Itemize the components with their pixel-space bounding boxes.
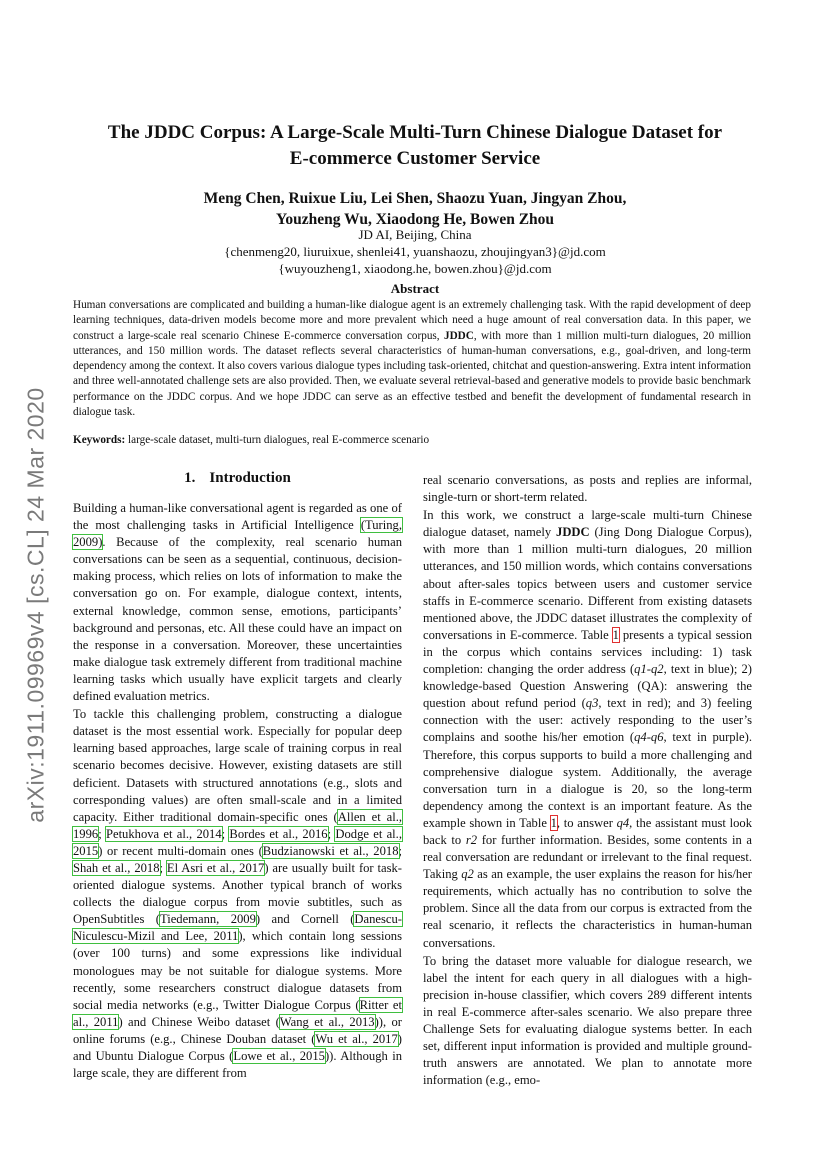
- citation-link[interactable]: Lowe et al., 2015: [233, 1049, 325, 1063]
- affiliation-block: [100, 226, 730, 277]
- citation-link[interactable]: Tiedemann, 2009: [159, 912, 256, 927]
- intro-paragraph-5: To bring the dataset more valuable for dialogue research, we label the intent for each query in all dialogues with a high-precision in-house classifier, which covers 289 different intents in real E-commerce after-sales scenario. We also prepare three Challenge Sets for evaluating dialogue systems better. In each set, different input information is provided and multiple ground-truth answers are annotated. We plan to annotate more information (e.g., emo-: [423, 953, 752, 1088]
- citation-link[interactable]: Danescu-Niculescu-Mizil and Lee, 2011: [73, 912, 402, 944]
- section-number: 1.: [184, 470, 196, 486]
- affiliation: JD AI, Beijing, China: [358, 227, 472, 242]
- intro-paragraph-1: Building a human-like conversational agent is regarded as one of the most challenging tasks in Artificial Intelligence (Turing, 2009). Because of the complexity, real scenario human conversations can be seen as a sequential, continuous, decision-making process, which relies on lots of information to make the conversation go on. For example, dialogue context, intents, external knowledge, common sense, emotions, participants’ background and personas, etc. All these could have an impact on the response in a conversation. Moreover, these uncertainties make dialogue task extremely different from traditional machine learning tasks which usually have explicit targets and clearly defined evaluation metrics.: [73, 501, 402, 704]
- keywords: [73, 434, 751, 446]
- title-line-1: The JDDC Corpus: A Large-Scale Multi-Turn Chinese Dialogue Dataset for: [107, 122, 723, 143]
- citation-link[interactable]: Wu et al., 2017: [315, 1031, 398, 1046]
- authors-line-1: Meng Chen, Ruixue Liu, Lei Shen, Shaozu Yuan, Jingyan Zhou,: [203, 190, 627, 207]
- intro-paragraph-3: real scenario conversations, as posts and replies are informal, single-turn or short-term related.: [423, 473, 752, 505]
- section-title: Introduction: [209, 470, 291, 486]
- emails-line-1: {chenmeng20, liuruixue, shenlei41, yuanshaozu, zhoujingyan3}@jd.com: [224, 244, 606, 259]
- table-ref-link[interactable]: 1: [612, 627, 619, 642]
- citation-link[interactable]: Wang et al., 2013: [279, 1014, 375, 1029]
- right-column: [423, 472, 752, 1089]
- keywords-label: Keywords:: [73, 434, 126, 446]
- left-column: [73, 500, 402, 1082]
- authors-line-2: Youzheng Wu, Xiaodong He, Bowen Zhou: [275, 211, 555, 228]
- intro-paragraph-2: To tackle this challenging problem, constructing a dialogue dataset is the most essential work. Especially for popular deep learning based approaches, large scale of training corpus in real scenario becomes decisive. However, existing datasets are still deficient. Datasets with structured annotations (e.g., slots and corresponding values) are often small-scale and in a limited capacity. Either traditional domain-specific ones (Allen et al., 1996; Petukhova et al., 2014; Bordes et al., 2016; Dodge et al., 2015) or recent multi-domain ones (Budzianowski et al., 2018; Shah et al., 2018; El Asri et al., 2017) are usually built for task-oriented dialogue systems. Another typical branch of works collects the dialogue corpus from movie subtitles, such as OpenSubtitles (Tiedemann, 2009) and Cornell (Danescu-Niculescu-Mizil and Lee, 2011), which contain long sessions (over 100 turns) and some expressions like individual monologues may be not suitable for dialogue systems. More recently, some researchers construct dialogue datasets from social media networks (e.g., Twitter Dialogue Corpus (Ritter et al., 2011) and Chinese Weibo dataset (Wang et al., 2013)), or online forums (e.g., Chinese Douban dataset (Wu et al., 2017) and Ubuntu Dialogue Corpus (Lowe et al., 2015)). Although in large scale, they are different from: [73, 707, 402, 1081]
- citation-link[interactable]: Ritter et al., 2011: [73, 997, 402, 1029]
- abstract-body: Human conversations are complicated and building a human-like dialogue agent is an extremely challenging task. With the rapid development of deep learning techniques, data-driven models become more and more prevalent which need a huge amount of real conversation data. In this paper, we construct a large-scale real scenario Chinese E-commerce conversation corpus, JDDC, with more than 1 million multi-turn dialogues, 20 million utterances, and 150 million words. The dataset reflects several characteristics of human-human conversations, e.g., goal-driven, and long-term dependency among the context. It also covers various dialogue types including task-oriented, chitchat and question-answering. Extra intent information and three well-annotated challenge sets are also provided. Then, we evaluate several retrieval-based and generative models to provide basic benchmark performance on the JDDC corpus. And we hope JDDC can serve as an effective testbed and benefit the development of fundamental research in dialogue task.: [73, 299, 751, 419]
- citation-link[interactable]: Bordes et al., 2016: [229, 826, 328, 841]
- citation-link[interactable]: Budzianowski et al., 2018: [262, 843, 399, 858]
- citation-link[interactable]: Allen et al., 1996: [73, 809, 402, 841]
- paper-title: [80, 120, 750, 172]
- emails-line-2: {wuyouzheng1, xiaodong.he, bowen.zhou}@jd.com: [278, 261, 552, 276]
- abstract-heading: Abstract: [390, 281, 440, 296]
- arxiv-stamp: arXiv:1911.09969v4 [cs.CL] 24 Mar 2020: [22, 387, 49, 823]
- citation-link[interactable]: (Turing, 2009): [73, 518, 402, 550]
- table-ref-link[interactable]: 1: [550, 815, 557, 830]
- keywords-text: large-scale dataset, multi-turn dialogues, real E-commerce scenario: [125, 434, 430, 446]
- section-heading: [73, 470, 402, 487]
- intro-paragraph-4: In this work, we construct a large-scale multi-turn Chinese dialogue dataset, namely JDDC (Jing Dong Dialogue Corpus), with more than 1 million multi-turn dialogues, 20 million utterances, and 150 million words, which contains conversations about after-sales topics between users and customer service staffs in E-commerce scenario. Different from existing datasets mentioned above, the JDDC dataset illustrates the complexity of conversations in E-commerce. Table 1 presents a typical session in the corpus which contains services including: 1) task completion: changing the order address (q1-q2, text in blue); 2) knowledge-based Question Answering (QA): answering the question about refund period (q3, text in red); and 3) feeling connection with the user: actively responding to the user’s complains and soothe his/her emotion (q4-q6, text in purple). Therefore, this corpus supports to build a more challenging and comprehensive dialogue system. Additionally, the average conversation turn in a dialogue is 20, so the long-term dependency among the context is an important feature. As the example shown in Table 1, to answer q4, the assistant must look back to r2 for further information. Besides, some contents in a real conversation are redundant or irrelevant to the final request. Taking q2 as an example, the user explains the reason for his/her requirements, which actually has no contribution to solve the problem. Since all the data from our corpus is extracted from the real scenario, it reflects the characteristics in human-human conversations.: [423, 508, 753, 950]
- citation-link[interactable]: Petukhova et al., 2014: [105, 826, 222, 841]
- citation-link[interactable]: Shah et al., 2018: [73, 860, 160, 875]
- author-list: [100, 188, 730, 230]
- citation-link[interactable]: El Asri et al., 2017: [166, 860, 265, 875]
- title-line-2: E-commerce Customer Service: [289, 148, 541, 169]
- citation-link[interactable]: Dodge et al., 2015: [73, 826, 402, 858]
